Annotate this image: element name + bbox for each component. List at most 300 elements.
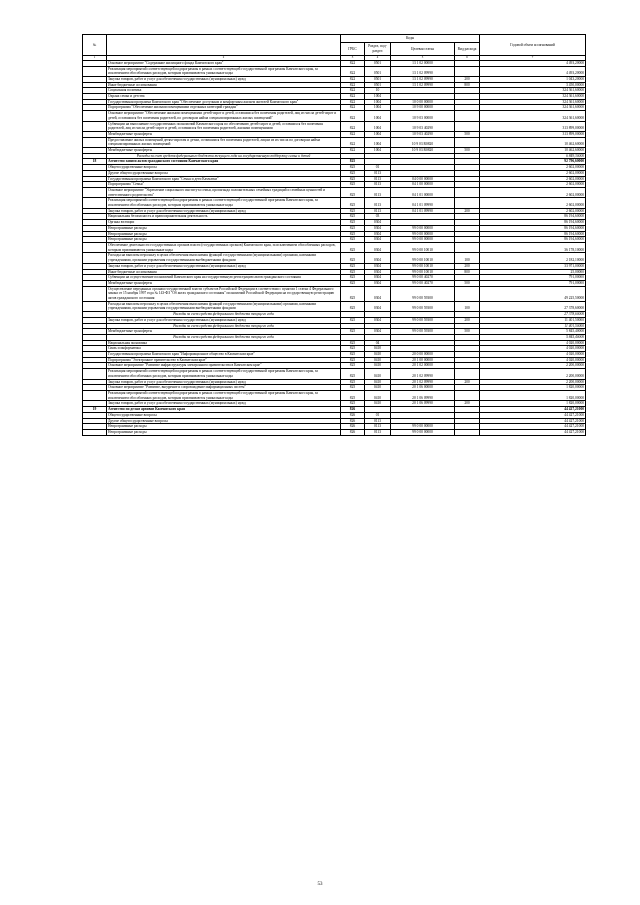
- cell-sum: 2 200,00000: [480, 379, 586, 385]
- cell-name: Закупка товаров, работ и услуг для обеспечения государственных (муниципальных) нужд: [107, 401, 341, 407]
- header-num: №: [83, 35, 107, 56]
- cell-grbs: 822: [341, 121, 365, 131]
- cell-grbs: 825: [341, 357, 365, 363]
- table-row: [83, 369, 586, 379]
- cell-sum: 86 194,60000: [480, 214, 586, 220]
- cell-sec: 1004: [365, 121, 391, 131]
- cell-grbs: 825: [341, 176, 365, 182]
- cell-grbs: 822: [341, 131, 365, 137]
- cell-name: Основное мероприятие "Развитие инфраструктуры электронного правительства в Камчатском крае": [107, 363, 341, 369]
- table-row: [83, 187, 586, 197]
- cell-grbs: 825: [341, 225, 365, 231]
- cell-grbs: 822: [341, 66, 365, 76]
- cell-grbs: 822: [341, 82, 365, 88]
- cell-sum: 10 462,60000: [480, 148, 586, 154]
- cell-sum: 5 845,40000: [480, 334, 586, 340]
- cell-vr: 500: [455, 131, 480, 137]
- header-annual: Годовой объем ассигнований: [480, 35, 586, 56]
- cell-sec: 04: [365, 340, 391, 346]
- cell-name: Непрограммные расходы: [107, 424, 341, 430]
- cell-name: Агентство записи актов гражданского состояния Камчатского края: [107, 159, 341, 165]
- cell-grbs: 825: [341, 379, 365, 385]
- cell-sum: 324 361,60000: [480, 94, 586, 100]
- cell-name: Связь и информатика: [107, 346, 341, 352]
- cell-name: Расходы за счет средств федерального бюджета текущего года: [107, 334, 341, 340]
- cell-sum: 324 361,60000: [480, 99, 586, 105]
- cell-cs: 99 0 00 59300: [391, 286, 455, 301]
- cell-grbs: 825: [341, 329, 365, 335]
- cell-name: Расходы за счет средств федерального бюджета текущего года: [107, 323, 341, 329]
- cell-cs: 10 9 03 40290: [391, 131, 455, 137]
- cell-grbs: 822: [341, 88, 365, 94]
- cell-grbs: 825: [341, 390, 365, 400]
- cell-name: Иные бюджетные ассигнования: [107, 269, 341, 275]
- cell-sum: 324 361,60000: [480, 88, 586, 94]
- cell-sec: 0113: [365, 208, 391, 214]
- cell-grbs: 826: [341, 424, 365, 430]
- cell-name: Реализация мероприятий соответствующей подпрограммы в рамках соответствующей государственной программы Камчатского края, за исключением обособленных расходов, которым присваиваются уникальные коды: [107, 66, 341, 76]
- cell-sec: 0304: [365, 286, 391, 301]
- cell-name: Расходы на выплаты персоналу в целях обеспечения выполнения функций государственными (муниципальными) органами, казенными учреждениями, органами управления государственными внебюджетными фондами: [107, 253, 341, 263]
- cell-sec: 0410: [365, 379, 391, 385]
- cell-sum: 2 602,00000: [480, 198, 586, 208]
- budget-table: [82, 34, 586, 436]
- cell-name: Непрограммные расходы: [107, 429, 341, 435]
- cell-sec: 0113: [365, 418, 391, 424]
- cell-sec: 0501: [365, 66, 391, 76]
- cell-sum: 86 194,60000: [480, 237, 586, 243]
- cell-sum: 2 200,00000: [480, 369, 586, 379]
- cell-sec: 0501: [365, 82, 391, 88]
- cell-num: [83, 198, 107, 208]
- cell-name: Основное мероприятие "Обеспечение жилыми помещениями детей-сирот и детей, оставшихся без попечения родителей, лиц из числа детей-сирот и детей, оставшихся без попечения родителей, по договорам найма специализированных жилых помещений": [107, 111, 341, 121]
- header-name: [107, 35, 341, 56]
- cell-grbs: 822: [341, 76, 365, 82]
- cell-vr: 200: [455, 263, 480, 269]
- cell-grbs: 825: [341, 165, 365, 171]
- cell-grbs: 825: [341, 208, 365, 214]
- cell-name: Подпрограмма "Обеспечение жилыми помещениями отдельных категорий граждан": [107, 105, 341, 111]
- cell-sec: 1004: [365, 99, 391, 105]
- cell-name: Непрограммные расходы: [107, 231, 341, 237]
- cell-sum: 2 602,00000: [480, 176, 586, 182]
- header-section: Раздел, под-раздел: [365, 43, 391, 56]
- cell-sum: 33 971,00000: [480, 263, 586, 269]
- cell-sum: 2 182,10000: [480, 253, 586, 263]
- cell-cs: 20 1 06 09990: [391, 401, 455, 407]
- cell-sec: 0304: [365, 231, 391, 237]
- cell-name: Субвенции на осуществление полномочий Камчатского края на государственную регистрацию актов гражданского состояния: [107, 275, 341, 281]
- cell-sum: 4 020,00000: [480, 340, 586, 346]
- cell-name: Межбюджетные трансферты: [107, 329, 341, 335]
- cell-name: Закупка товаров, работ и услуг для обеспечения государственных (муниципальных) нужд: [107, 379, 341, 385]
- cell-sum: 324 361,60000: [480, 105, 586, 111]
- table-row: [83, 243, 586, 253]
- cell-vr: [455, 187, 480, 197]
- cell-name: Государственная программа Камчатского края "Информационное общество в Камчатском крае": [107, 352, 341, 358]
- page-number: 53: [317, 882, 323, 887]
- header-target: Целевая статья: [391, 43, 455, 56]
- cell-sum: 791,00000: [480, 275, 586, 281]
- table-row: [83, 429, 586, 435]
- cell-grbs: 825: [341, 182, 365, 188]
- header-codes: Коды: [341, 35, 480, 43]
- cell-sec: 0410: [365, 346, 391, 352]
- cell-cs: 99 0 00 59300: [391, 329, 455, 335]
- cell-sum: 2 602,00000: [480, 165, 586, 171]
- cell-sum: 1 820,00000: [480, 401, 586, 407]
- cell-name: Закупка товаров, работ и услуг для обеспечения государственных (муниципальных) нужд: [107, 317, 341, 323]
- cell-sum: 4 020,00000: [480, 352, 586, 358]
- cell-name: Реализация мероприятий соответствующей подпрограммы в рамках соответствующей государственной программы Камчатского края, за исключением обособленных расходов, которым присваиваются уникальные коды: [107, 390, 341, 400]
- cell-sum: 44 427,21000: [480, 429, 586, 435]
- cell-grbs: 826: [341, 412, 365, 418]
- cell-vr: [455, 286, 480, 301]
- cell-name: Национальная безопасность и правоохранительная деятельность: [107, 214, 341, 220]
- table-row: [83, 66, 586, 76]
- cell-cs: 99 0 00 40270: [391, 275, 455, 281]
- cell-sec: 1004: [365, 137, 391, 147]
- cell-grbs: 825: [341, 340, 365, 346]
- cell-vr: [455, 198, 480, 208]
- cell-name: Подпрограмма "Электронное правительство в Камчатском крае": [107, 357, 341, 363]
- cell-grbs: 825: [341, 363, 365, 369]
- idx-cell: 5: [391, 56, 455, 61]
- idx-cell: 6: [455, 56, 480, 61]
- cell-name: Предоставление жилых помещений детям-сиротам и детям, оставшимся без попечения родителей, лицам из их числа по договорам найма специализированных жилых помещений: [107, 137, 341, 147]
- cell-cs: 99 0 00 00000: [391, 429, 455, 435]
- cell-vr: 200: [455, 401, 480, 407]
- cell-num: 18: [83, 159, 107, 165]
- cell-sec: 1004: [365, 105, 391, 111]
- cell-grbs: 825: [341, 170, 365, 176]
- cell-grbs: 825: [341, 317, 365, 323]
- cell-sec: 0304: [365, 237, 391, 243]
- cell-sum: 86 194,60000: [480, 220, 586, 226]
- cell-sec: 0304: [365, 280, 391, 286]
- cell-cs: 13 1 02 09990: [391, 76, 455, 82]
- cell-vr: 800: [455, 82, 480, 88]
- cell-sum: 4 493,20000: [480, 66, 586, 76]
- cell-sum: 3 450,00000: [480, 82, 586, 88]
- cell-sum: 27 378,60000: [480, 301, 586, 311]
- cell-sum: 6 849,30000: [480, 153, 586, 159]
- cell-sum: 36 178,10000: [480, 243, 586, 253]
- cell-cs: 99 0 00 00000: [391, 424, 455, 430]
- cell-vr: 100: [455, 253, 480, 263]
- cell-name: Социальная политика: [107, 88, 341, 94]
- cell-cs: 99 0 00 00000: [391, 231, 455, 237]
- cell-vr: 500: [455, 329, 480, 335]
- cell-sum: 2 200,00000: [480, 363, 586, 369]
- cell-sum: 313 899,00000: [480, 131, 586, 137]
- cell-cs: 10 9 03 R0820: [391, 148, 455, 154]
- cell-cs: 99 0 00 10010: [391, 253, 455, 263]
- cell-grbs: 825: [341, 401, 365, 407]
- cell-cs: 04 1 01 00000: [391, 187, 455, 197]
- cell-name: Подпрограмма "Семья": [107, 182, 341, 188]
- cell-sec: 03: [365, 214, 391, 220]
- cell-sum: 44 427,21000: [480, 424, 586, 430]
- cell-sum: 44 427,21000: [480, 412, 586, 418]
- cell-sec: 0304: [365, 301, 391, 311]
- cell-grbs: 826: [341, 429, 365, 435]
- cell-vr: 200: [455, 379, 480, 385]
- cell-sum: 11 401,50000: [480, 323, 586, 329]
- cell-sum: 4 020,00000: [480, 357, 586, 363]
- cell-grbs: 825: [341, 286, 365, 301]
- cell-sum: 86 194,60000: [480, 225, 586, 231]
- cell-sec: 1004: [365, 94, 391, 100]
- cell-num: [83, 111, 107, 121]
- cell-grbs: 826: [341, 407, 365, 413]
- cell-grbs: 825: [341, 269, 365, 275]
- cell-sum: 1 820,00000: [480, 390, 586, 400]
- cell-vr: 200: [455, 317, 480, 323]
- cell-sec: 1004: [365, 131, 391, 137]
- cell-grbs: 822: [341, 60, 365, 66]
- cell-sec: 0304: [365, 225, 391, 231]
- cell-grbs: 825: [341, 231, 365, 237]
- idx-cell: 1: [83, 56, 107, 61]
- cell-num: [83, 301, 107, 311]
- cell-sum: 324 361,60000: [480, 111, 586, 121]
- cell-sec: 0304: [365, 220, 391, 226]
- cell-cs: 20 0 00 00000: [391, 352, 455, 358]
- cell-cs: 20 1 02 00000: [391, 363, 455, 369]
- cell-grbs: 822: [341, 137, 365, 147]
- cell-cs: 20 1 06 09990: [391, 390, 455, 400]
- cell-name: Закупка товаров, работ и услуг для обеспечения государственных (муниципальных) нужд: [107, 263, 341, 269]
- cell-grbs: 825: [341, 187, 365, 197]
- cell-vr: 100: [455, 301, 480, 311]
- cell-sum: 2 602,00000: [480, 208, 586, 214]
- cell-vr: 200: [455, 208, 480, 214]
- cell-name: Национальная экономика: [107, 340, 341, 346]
- header-exptype: Вид расхода: [455, 43, 480, 56]
- cell-cs: 13 1 02 09990: [391, 82, 455, 88]
- cell-sec: 0113: [365, 170, 391, 176]
- cell-name: Межбюджетные трансферты: [107, 148, 341, 154]
- table-row: [83, 198, 586, 208]
- cell-sum: 44 427,21000: [480, 418, 586, 424]
- cell-sum: 5 845,40000: [480, 329, 586, 335]
- cell-num: [83, 369, 107, 379]
- table-row: [83, 301, 586, 311]
- cell-num: [83, 187, 107, 197]
- cell-cs: 04 0 00 00000: [391, 176, 455, 182]
- cell-sec: 0113: [365, 198, 391, 208]
- cell-cs: 04 1 00 00000: [391, 182, 455, 188]
- cell-sum: 791,00000: [480, 280, 586, 286]
- cell-vr: 500: [455, 280, 480, 286]
- cell-name: Общегосударственные вопросы: [107, 165, 341, 171]
- cell-name: Реализация мероприятий соответствующей подпрограммы в рамках соответствующей государственной программы Камчатского края, за исключением обособленных расходов, которым присваиваются уникальные коды: [107, 198, 341, 208]
- cell-sec: 0304: [365, 275, 391, 281]
- cell-sec: 0304: [365, 317, 391, 323]
- cell-sec: 10: [365, 88, 391, 94]
- cell-grbs: 825: [341, 263, 365, 269]
- cell-cs: 04 1 01 09990: [391, 198, 455, 208]
- cell-sec: 0304: [365, 269, 391, 275]
- cell-sec: 0113: [365, 182, 391, 188]
- cell-num: 19: [83, 407, 107, 413]
- cell-sum: 4 020,00000: [480, 346, 586, 352]
- cell-name: Государственная программа Камчатского края "Семья и дети Камчатки": [107, 176, 341, 182]
- cell-cs: 99 0 00 59300: [391, 301, 455, 311]
- cell-cs: 10 9 03 00000: [391, 111, 455, 121]
- cell-name: Субвенции на выполнение государственных полномочий Камчатского края по обеспечению детей-сирот и детей, оставшихся без попечения родителей, лиц из числа детей-сирот и детей, оставшихся без попечения родителей, жилыми помещениями: [107, 121, 341, 131]
- cell-sec: 0410: [365, 357, 391, 363]
- table-body: [83, 60, 586, 435]
- cell-grbs: 825: [341, 237, 365, 243]
- cell-sum: 49 225,50000: [480, 286, 586, 301]
- cell-cs: 99 0 00 10010: [391, 263, 455, 269]
- cell-vr: [455, 66, 480, 76]
- cell-name: Реализация мероприятий соответствующей подпрограммы в рамках соответствующей государственной программы Камчатского края, за исключением обособленных расходов, которым присваиваются уникальные коды: [107, 369, 341, 379]
- cell-sum: 2 602,00000: [480, 182, 586, 188]
- cell-cs: 10 0 00 00000: [391, 99, 455, 105]
- cell-grbs: 825: [341, 369, 365, 379]
- cell-grbs: 822: [341, 148, 365, 154]
- cell-cs: 10 9 03 40290: [391, 121, 455, 131]
- cell-num: [83, 243, 107, 253]
- cell-name: Другие общегосударственные вопросы: [107, 418, 341, 424]
- cell-sum: 4 493,20000: [480, 60, 586, 66]
- cell-sum: 92 796,60000: [480, 159, 586, 165]
- cell-cs: 20 1 02 09990: [391, 379, 455, 385]
- cell-grbs: 826: [341, 418, 365, 424]
- idx-cell: 3: [341, 56, 365, 61]
- cell-sum: 25,00000: [480, 269, 586, 275]
- cell-vr: [455, 121, 480, 131]
- cell-grbs: 825: [341, 275, 365, 281]
- cell-sec: 0113: [365, 176, 391, 182]
- cell-num: [83, 390, 107, 400]
- cell-name: Расходы за счет средств федерального бюджета текущего года: [107, 312, 341, 318]
- cell-sec: 1004: [365, 148, 391, 154]
- cell-cs: 99 0 00 00000: [391, 237, 455, 243]
- cell-grbs: 825: [341, 253, 365, 263]
- table-row: [83, 390, 586, 400]
- cell-sum: 10 462,60000: [480, 137, 586, 147]
- cell-sec: 0304: [365, 263, 391, 269]
- budget-table-sheet: [82, 34, 585, 436]
- cell-cs: 10 9 03 R0820: [391, 137, 455, 147]
- cell-cs: 99 0 00 00000: [391, 225, 455, 231]
- cell-name: Непрограммные расходы: [107, 237, 341, 243]
- table-row: [83, 286, 586, 301]
- cell-cs: 10 9 00 00000: [391, 105, 455, 111]
- cell-sec: 0501: [365, 60, 391, 66]
- cell-sum: 44 427,21000: [480, 407, 586, 413]
- cell-name: Государственная программа Камчатского края "Обеспечение доступным и комфортным жильем жителей Камчатского края": [107, 99, 341, 105]
- cell-sum: 86 194,60000: [480, 231, 586, 237]
- cell-vr: 800: [455, 269, 480, 275]
- cell-name: Другие общегосударственные вопросы: [107, 170, 341, 176]
- idx-cell: 7: [480, 56, 586, 61]
- cell-sum: 2 602,00000: [480, 170, 586, 176]
- cell-name: Основное мероприятие "Укрепление социального института семьи, пропаганда положительных семейных традиций и семейных ценностей и ответственного родительства": [107, 187, 341, 197]
- cell-vr: [455, 369, 480, 379]
- cell-grbs: 825: [341, 243, 365, 253]
- cell-name: Органы юстиции: [107, 220, 341, 226]
- cell-name: Основное мероприятие "Развитие, внедрение и сопровождение информационных систем": [107, 385, 341, 391]
- header-grbs: ГРБС: [341, 43, 365, 56]
- cell-vr: 200: [455, 76, 480, 82]
- cell-sum: 27 378,60000: [480, 312, 586, 318]
- cell-sec: 01: [365, 412, 391, 418]
- cell-cs: 99 0 00 10010: [391, 243, 455, 253]
- cell-sum: 2 602,00000: [480, 187, 586, 197]
- cell-sum: 1 043,20000: [480, 76, 586, 82]
- cell-sum: 1 820,00000: [480, 385, 586, 391]
- cell-name: Основное мероприятие "Содержание жилищного фонда Камчатского края": [107, 60, 341, 66]
- cell-sum: 11 401,50000: [480, 317, 586, 323]
- cell-grbs: 825: [341, 214, 365, 220]
- cell-grbs: 822: [341, 105, 365, 111]
- cell-cs: 99 0 00 40270: [391, 280, 455, 286]
- idx-cell: 4: [365, 56, 391, 61]
- cell-grbs: 825: [341, 280, 365, 286]
- cell-sec: 0410: [365, 363, 391, 369]
- cell-name: Межбюджетные трансферты: [107, 131, 341, 137]
- table-row: [83, 121, 586, 131]
- cell-vr: 500: [455, 148, 480, 154]
- cell-cs: 13 1 02 00000: [391, 60, 455, 66]
- cell-sec: 0410: [365, 385, 391, 391]
- cell-name: Межбюджетные трансферты: [107, 280, 341, 286]
- cell-sec: 0113: [365, 187, 391, 197]
- cell-name: Расходы на выплаты персоналу в целях обеспечения выполнения функций государственными (муниципальными) органами, казенными учреждениями, органами управления государственными внебюджетными фондами: [107, 301, 341, 311]
- cell-vr: [455, 111, 480, 121]
- cell-sec: 0501: [365, 76, 391, 82]
- cell-name: Закупка товаров, работ и услуг для обеспечения государственных (муниципальных) нужд: [107, 76, 341, 82]
- cell-num: [83, 253, 107, 263]
- cell-grbs: 825: [341, 301, 365, 311]
- cell-grbs: 825: [341, 159, 365, 165]
- cell-name: Общегосударственные вопросы: [107, 412, 341, 418]
- cell-grbs: 822: [341, 111, 365, 121]
- cell-name: Закупка товаров, работ и услуг для обеспечения государственных (муниципальных) нужд: [107, 208, 341, 214]
- cell-sec: 0410: [365, 369, 391, 379]
- table-row: [83, 111, 586, 121]
- table-row: [83, 253, 586, 263]
- cell-name: Осуществление переданных органам государственной власти субъектов Российской Федерации в соответствии с пунктом 1 статьи 4 Федерального закона от 15 ноября 1997 года № 143-ФЗ "Об актах гражданского состояния" полномочий Российской Федерации на государственную регистрацию актов гражданского состояния: [107, 286, 341, 301]
- cell-num: [83, 429, 107, 435]
- cell-cs: 99 0 00 59300: [391, 317, 455, 323]
- cell-num: [83, 286, 107, 301]
- cell-sec: 0113: [365, 424, 391, 430]
- cell-sec: 0304: [365, 329, 391, 335]
- cell-name: Расходы за счет средств федерального бюджета текущего года на государственную поддержку семьи и детей: [107, 153, 341, 159]
- cell-vr: [455, 390, 480, 400]
- cell-sec: 0113: [365, 429, 391, 435]
- cell-cs: 20 1 00 00000: [391, 357, 455, 363]
- cell-num: [83, 137, 107, 147]
- cell-sec: 0410: [365, 390, 391, 400]
- cell-vr: [455, 137, 480, 147]
- cell-sec: 0304: [365, 243, 391, 253]
- cell-name: Непрограммные расходы: [107, 225, 341, 231]
- cell-name: Обеспечение деятельности государственных органов власти (государственных органов) Камчатского края, за исключением обособленных расходов, которым присваиваются уникальные коды: [107, 243, 341, 253]
- cell-vr: [455, 243, 480, 253]
- idx-cell: 2: [107, 56, 341, 61]
- cell-grbs: 825: [341, 352, 365, 358]
- cell-grbs: 825: [341, 220, 365, 226]
- cell-grbs: 825: [341, 346, 365, 352]
- cell-sec: 1004: [365, 111, 391, 121]
